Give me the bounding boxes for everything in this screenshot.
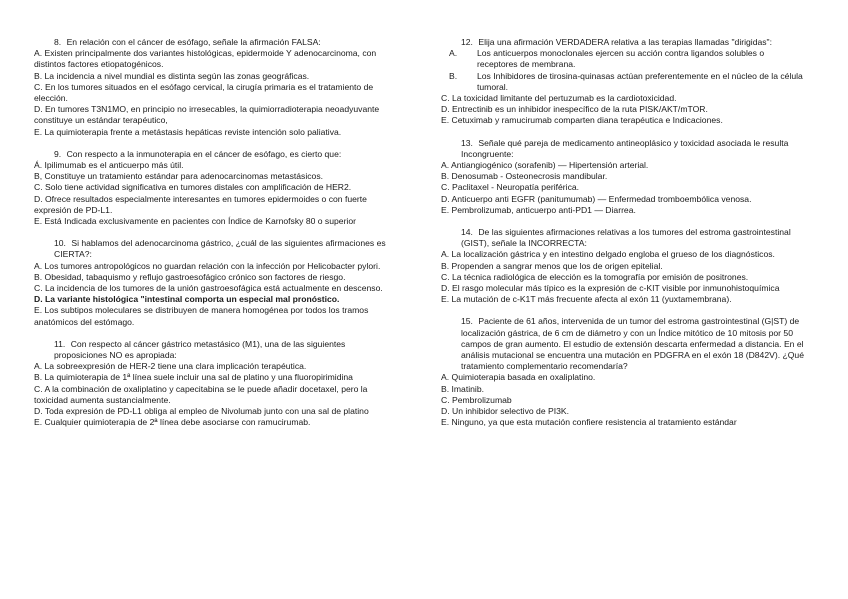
option-d: D. Entrectinib es un inhibidor inespecífico de la ruta PISK/AKT/mTOR. [441, 104, 708, 115]
option-a: A. La localización gástrica y en intestino delgado engloba el grueso de los diagnósticos. [441, 249, 775, 260]
option-c: C. Solo tiene actividad significativa en tumores distales con amplificación de HER2. [34, 182, 352, 193]
option-e: E. Los subtipos moleculares se distribuyen de manera homogénea por todos los tramos anatómicos del estómago. [34, 305, 369, 327]
question-number: 10. [54, 238, 66, 249]
option-b [441, 71, 807, 93]
question-text: Elija una afirmación VERDADERA relativa a las terapias llamadas "dirigidas": [478, 37, 772, 47]
option-b: B. Propenden a sangrar menos que los de origen epitelial. [441, 260, 663, 271]
question-text: Si hablamos del adenocarcinoma gástrico, ¿cuál de las siguientes afirmaciones es CIERTA?: [54, 238, 386, 260]
option-a: A. Quimioterapia basada en oxaliplatino. [441, 372, 596, 383]
question-stem [441, 138, 807, 160]
option-text: Los Inhibidores de tirosina-quinasas actúan preferentemente en el núcleo de la célula tumoral. [477, 70, 803, 92]
question-11 [34, 339, 396, 429]
option-e: E. La mutación de c-K1T más frecuente afecta al exón 11 (yuxtamembrana). [441, 294, 732, 305]
option-d: D. La variante histológica "intestinal comporta un especial mal pronóstico. [34, 294, 340, 305]
question-stem [34, 238, 396, 260]
question-number: 14. [461, 227, 473, 238]
option-d: D. Ofrece resultados especialmente interesantes en tumores epidermoides o con fuerte expresión de PD-L1. [34, 193, 367, 215]
question-stem [441, 227, 807, 249]
option-text: Los anticuerpos monoclonales ejercen su acción contra ligandos solubles o receptores de membrana. [477, 48, 765, 70]
option-e: E. La quimioterapia frente a metástasis hepáticas reviste intención solo paliativa. [34, 126, 342, 137]
question-text: Con respecto al cáncer gástrico metastásico (M1), una de las siguientes proposiciones NO es apropiada: [54, 338, 346, 361]
right-column [441, 37, 807, 440]
option-e: E. Cualquier quimioterapia de 2ª línea debe asociarse con ramucirumab. [34, 417, 311, 428]
option-d: D. Anticuerpo anti EGFR (panitumumab) — Enfermedad tromboembólica venosa. [441, 193, 752, 204]
question-text: En relación con el cáncer de esófago, señale la afirmación FALSA: [66, 37, 321, 47]
question-number: 12. [461, 37, 473, 47]
question-10 [34, 238, 396, 328]
option-c: C. La técnica radiológica de elección es la tomografía por emisión de positrones. [441, 271, 749, 282]
question-13 [441, 138, 807, 216]
option-a: A. La sobreexpresión de HER-2 tiene una clara implicación terapéutica. [34, 361, 307, 372]
option-c: C. La incidencia de los tumores de la unión gastroesofágica está actualmente en descenso. [34, 283, 383, 294]
question-15 [441, 316, 807, 428]
option-d: D. En tumores T3N1MO, en principio no irresecables, la quimiorradioterapia neoadyuvante constituye un estándar terapéutico, [34, 104, 380, 126]
question-14 [441, 227, 807, 305]
option-c: C. Paclitaxel - Neuropatía periférica. [441, 182, 580, 193]
question-text: Con respecto a la inmunoterapia en el cáncer de esófago, es cierto que: [66, 148, 342, 159]
question-number: 13. [461, 137, 473, 148]
option-b: B, Constituye un tratamiento estándar para adenocarcinomas metastásicos. [34, 171, 323, 182]
option-c: C. En los tumores situados en el esófago cervical, la cirugía primaria es el tratamiento de elección. [34, 81, 374, 104]
question-number: 8. [54, 37, 62, 47]
question-12 [441, 37, 807, 127]
option-d: D. Un inhibidor selectivo de PI3K. [441, 406, 570, 417]
option-b: B. La quimioterapia de 1ª línea suele incluir una sal de platino y una fluoropirimidina [34, 372, 353, 383]
option-a: Á. Ipilimumab es el anticuerpo más útil. [34, 160, 184, 171]
left-column [34, 37, 396, 440]
option-d: D. El rasgo molecular más típico es la expresión de c-KIT visible por inmunohistoquímica [441, 283, 780, 294]
option-a: A. Antiangiogénico (sorafenib) — Hipertensión arterial. [441, 160, 649, 171]
option-e: E. Ninguno, ya que esta mutación confiere resistencia al tratamiento estándar [441, 417, 737, 428]
question-stem [34, 37, 396, 48]
option-e: E. Pembrolizumab, anticuerpo anti-PD1 — Diarrea. [441, 204, 636, 215]
option-c: C. Pembrolizumab [441, 394, 512, 405]
option-b: B. Obesidad, tabaquismo y reflujo gastroesofágico crónico son factores de riesgo. [34, 271, 346, 282]
question-text: Paciente de 61 años, intervenida de un tumor del estroma gastrointestinal (G|ST) de localización gástrica, de 6 cm de diámetro y con un Índice mitótico de 10 mitosis por 50 campos de gran aumento. El estudio de extensión descarta enfermedad a distancia. En el análisis mutacional se encuentra una mutación en PDGFRA en el exón 18 (D842V). ¿Qué tratamiento complementario recomendaría? [461, 316, 804, 372]
option-e: E. Cetuximab y ramucirumab comparten diana terapéutica e Indicaciones. [441, 115, 723, 126]
question-8 [34, 37, 396, 138]
option-e: E. Está Indicada exclusivamente en pacientes con Índice de Karnofsky 80 o superior [34, 216, 356, 227]
question-text: Señale qué pareja de medicamento antineoplásico y toxicidad asociada le resulta Incongruente: [461, 137, 789, 159]
option-d: D. Toda expresión de PD-L1 obliga al empleo de Nivolumab junto con una sal de platino [34, 406, 369, 417]
question-stem [441, 37, 807, 48]
question-stem [34, 339, 396, 361]
option-b: B. Imatinib. [441, 383, 484, 394]
option-a: A. Existen principalmente dos variantes histológicas, epidermoide Y adenocarcinoma, con distintos factores etiopatogénicos. [34, 48, 377, 70]
question-number: 15. [461, 316, 473, 327]
question-number: 11. [54, 338, 66, 349]
option-c: C. A la combinación de oxaliplatino y capecitabina se le puede añadir docetaxel, pero la toxicidad aumenta sustancialmente. [34, 383, 368, 405]
option-b: B. La incidencia a nivel mundial es distinta según las zonas geográficas. [34, 70, 310, 81]
question-text: De las siguientes afirmaciones relativas a los tumores del estroma gastrointestinal (GIST), señale la INCORRECTA: [461, 227, 791, 249]
option-c: C. La toxicidad limitante del pertuzumab es la cardiotoxicidad. [441, 93, 677, 104]
option-letter: B. [449, 70, 458, 81]
option-a [441, 48, 807, 70]
option-b: B. Denosumab - Osteonecrosis mandibular. [441, 171, 608, 182]
question-stem [34, 149, 396, 160]
option-a: A. Los tumores antropológicos no guardan relación con la infección por Helicobacter pylori. [34, 260, 381, 271]
question-stem [441, 316, 807, 372]
option-letter: A. [449, 48, 458, 59]
question-9 [34, 149, 396, 227]
question-number: 9. [54, 148, 62, 159]
